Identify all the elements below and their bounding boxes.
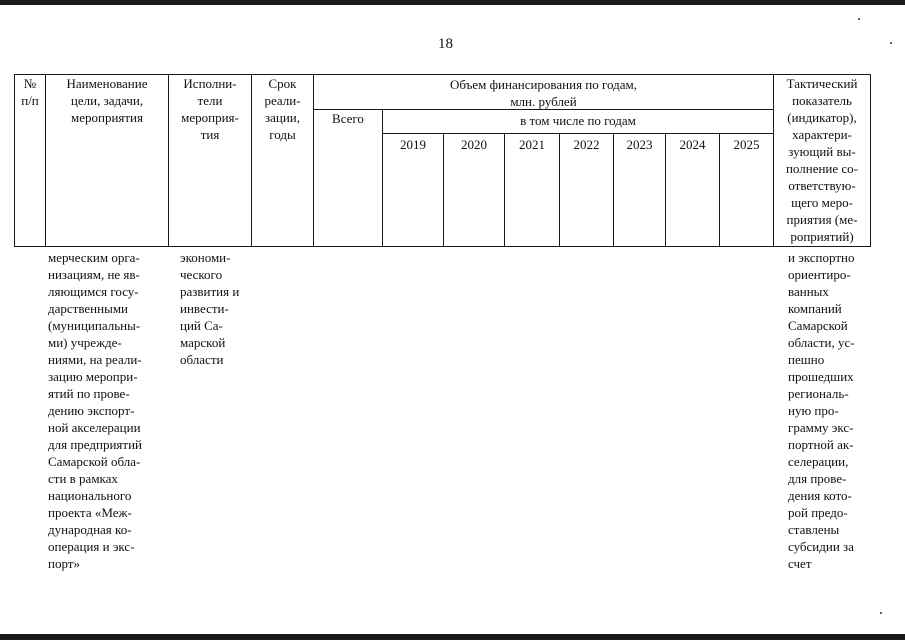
header-term-label: Срок реали- зации, годы xyxy=(264,76,301,142)
scan-top-border xyxy=(0,0,905,5)
header-year-label: 2025 xyxy=(733,137,760,152)
header-by-years-label: в том числе по годам xyxy=(520,113,636,128)
header-cell-year xyxy=(443,133,505,247)
header-cell-by-years xyxy=(382,109,774,134)
scan-bottom-border xyxy=(0,634,905,640)
header-cell-num xyxy=(14,74,46,247)
header-cell-year xyxy=(613,133,666,247)
header-year-label: 2019 xyxy=(400,137,426,152)
header-cell-indicator xyxy=(773,74,871,247)
row-name-text: мерческим орга- низациям, не яв- ляющимся госу- дарственными (муниципальны- ми) учрежде- ниями, на реали- зацию меропри- ятий по прове- дению экспорт- ной акселерации для предприятий Самарской обла- сти в рамках национального проекта «Меж- дународная ко- операция и экс- порт» xyxy=(48,250,142,571)
header-cell-year xyxy=(382,133,444,247)
scan-speck xyxy=(880,612,882,614)
header-num-label: № п/п xyxy=(21,76,39,108)
header-financing-label: Объем финансирования по годам, млн. рублей xyxy=(449,77,638,109)
header-cell-total xyxy=(313,109,383,247)
scan-speck xyxy=(890,42,892,44)
header-indicator-label: Тактический показатель (индикатор), характери- зующий вы- полнение со- ответствую- щего меро- приятия (ме- роприятий) xyxy=(785,76,859,244)
page-number: 18 xyxy=(438,36,453,52)
scan-speck xyxy=(858,18,860,20)
header-total-label: Всего xyxy=(332,111,364,126)
header-cell-year xyxy=(559,133,614,247)
header-cell-executors xyxy=(168,74,252,247)
header-year-label: 2023 xyxy=(626,137,653,152)
row-executors-text: экономи- ческого развития и инвести- ций Са- марской области xyxy=(180,250,240,367)
header-cell-term xyxy=(251,74,314,247)
header-cell-name xyxy=(45,74,169,247)
header-cell-financing xyxy=(313,74,774,110)
header-year-label: 2020 xyxy=(461,137,487,152)
header-cell-year xyxy=(504,133,560,247)
row-indicator-text: и экспортно ориентиро- ванных компаний Самарской области, ус- пешно прошедших региональ- ную про- грамму экс- портной ак- селерации, для прове- дения кото- рой предо- ставлены субсидии за счет xyxy=(788,250,855,571)
header-year-label: 2022 xyxy=(573,137,600,152)
header-executors-label: Исполни- тели мероприя- тия xyxy=(181,76,239,142)
header-year-label: 2021 xyxy=(519,137,545,152)
header-name-label: Наименование цели, задачи, мероприятия xyxy=(66,76,148,125)
header-year-label: 2024 xyxy=(679,137,706,152)
header-cell-year xyxy=(665,133,720,247)
header-cell-year xyxy=(719,133,774,247)
